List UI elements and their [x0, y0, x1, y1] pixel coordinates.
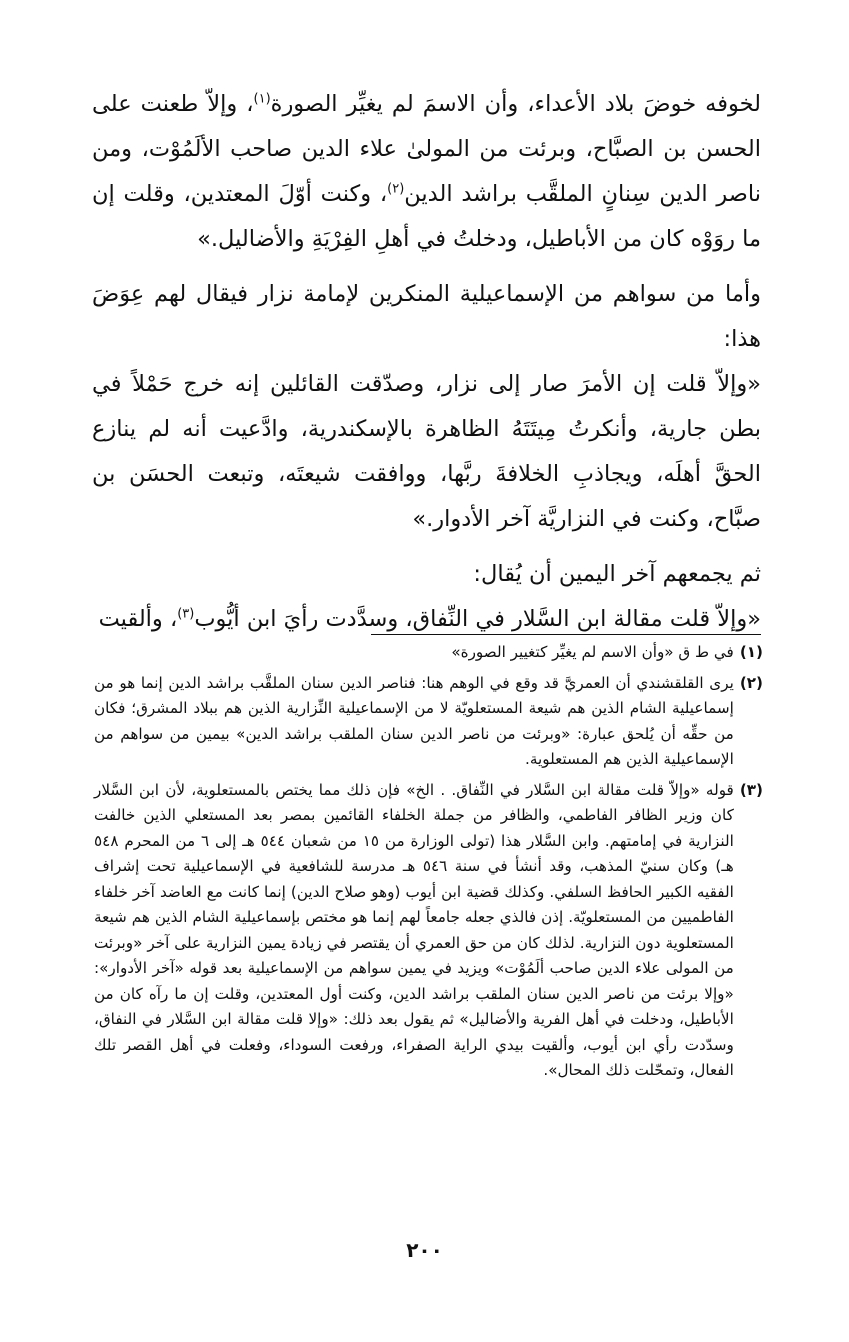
footnote-text: قوله «وإلاّ قلت مقالة ابن السَّلار في النِّفاق. . الخ» فإن ذلك مما يختص بالمستعلوية، لأن ابن السَّلار كان وزير الظافر الفاطمي، والظافر من جملة الخلفاء القائمين بمصر بعد المستعلي الذين خالفت النزارية في إمامتهم. وابن السَّلار هذا (تولى الوزارة من ١٥ من شعبان ٥٤٤ هـ إلى ٦ من المحرم ٥٤٨ هـ) وكان سنيّ المذهب، وقد أنشأ في سنة ٥٤٦ هـ مدرسة للشافعية في الإسماعيلية تحت إشراف الفقيه الكبير الحافظ السلفي. وكذلك قضية ابن أيوب (وهو صلاح الدين) إنما كانت مع العاضد آخر خلفاء الفاطميين من المستعلويّة. إذن فالذي جعله جامعاً لهم إنما هو مختص بإسماعيلية الشام الذين هم شيعة المستعلوية دون النزارية. لذلك كان من حق العمري أن يقتصر في زيادة يمين النزارية على آخر «وبرئت من المولى علاء الدين صاحب ألَمُوْت» ويزيد في يمين سواهم من الإسماعيلية بعد قوله «آخر الأدوار»: «وإلا برئت من ناصر الدين سنان الملقب براشد الدين، وكنت أول المعتدين، وقلت إن ما رآه كان من الأباطيل، ودخلت في أهل الفرية والأضاليل» ثم يقول بعد ذلك: «وإلا قلت مقالة ابن السَّلار في النفاق، وسدّدت رأي ابن أيوب، وألقيت بيدي الراية الصفراء، ورفعت السوداء، وفعلت في أهل القصر تلك الفعال، وتمحّلت ذلك المحال».: [94, 780, 734, 1079]
paragraph-3: «وإلاّ قلت إن الأمرَ صار إلى نزار، وصدّقت القائلين إنه خرج حَمْلاً في بطن جارية، وأنكرتُ مِيتَتَهُ الظاهرة بالإسكندرية، وادَّعيت أنه لم ينازع الحقَّ أهلَه، ويجاذبِ الخلافةَ ربَّها، ووافقت شيعتَه، وتبعت الحسَن بن صبَّاح، وكنت في النزاريَّة آخر الأدوار.»: [92, 371, 761, 532]
paragraph-5: [92, 597, 761, 642]
paragraph-1-end: ، وكنت أوّلَ المعتدين، وقلت إن ما روَوْه كان من الأباطيل، ودخلتُ في أهلِ الفِرْيَةِ والأضاليل.»: [92, 181, 761, 252]
footnote-number: (٣): [739, 780, 763, 799]
page-number: ٢٠٠: [406, 1238, 443, 1262]
footnote-text: يرى القلقشندي أن العمريَّ قد وقع في الوهم هنا: فناصر الدين سنان الملقَّب براشد الدين إنما هو من إسماعيلية الشام الذين هم شيعة المستعلويّة لا من الإسماعيلية النِّزارية الذين هم ببلاد المشرق؛ فكان من حقِّه أن يُلحق عبارة: «وبرئت من ناصر الدين سنان الملقب براشد الدين» بيمين من سواهم من الإسماعيلية الذين هم المستعلوية.: [94, 673, 734, 768]
paragraph-4: ثم يجمعهم آخر اليمين أن يُقال:: [473, 561, 761, 587]
paragraph-1-middle: ، وإلاّ طعنت على الحسن بن الصبَّاح، وبرئت من المولىٰ علاء الدين صاحب الألَمُوْت، ومن ناصر الدين سِنانٍ الملقَّب براشد الدين: [92, 91, 761, 207]
footnote-number: (٢): [739, 673, 763, 692]
footnote-1: [94, 640, 763, 666]
footnote-divider: [371, 634, 761, 635]
footnote-2: [94, 671, 763, 773]
paragraph-2: وأما من سواهم من الإسماعيلية المنكرين لإمامة نزار فيقال لهم عِوَضَ هذا:: [92, 281, 761, 352]
main-text: [92, 82, 761, 642]
footnote-3: [94, 778, 763, 1084]
paragraph-1: [92, 82, 761, 262]
footnote-ref-1: (١): [253, 91, 271, 107]
paragraph-5-start: «وإلاّ قلت مقالة ابن السَّلار في النِّفاق، وسدَّدت رأيَ ابن أيُّوب: [194, 606, 761, 632]
footnote-ref-2: (٢): [387, 181, 405, 197]
footnotes: [94, 640, 763, 1089]
paragraph-5-end: ، وألقيت: [98, 606, 178, 632]
footnote-text: في ط ق «وأن الاسم لم يغيِّر كتغيير الصورة»: [451, 643, 734, 661]
footnote-ref-3: (٣): [177, 606, 195, 622]
footnote-number: (١): [739, 643, 763, 661]
paragraph-1-start: لخوفه خوضَ بلاد الأعداء، وأن الاسمَ لم يغيِّر الصورة: [270, 91, 761, 117]
